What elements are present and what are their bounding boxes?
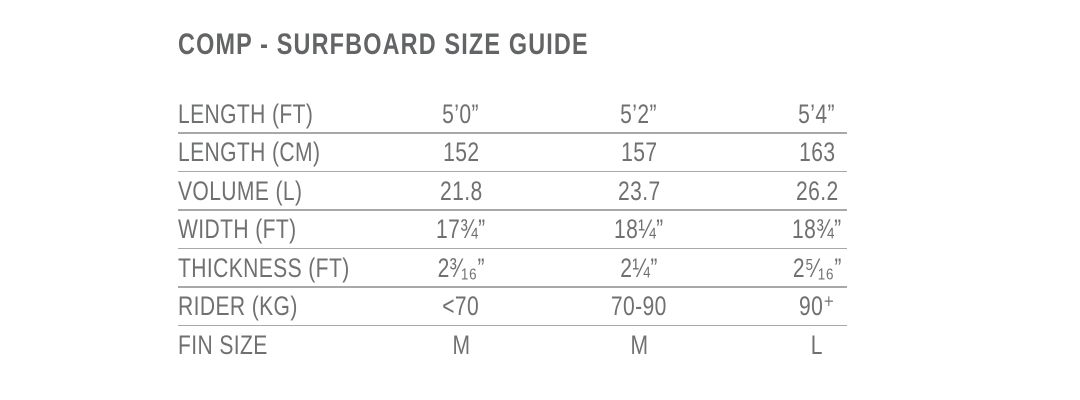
row-value-col2	[550, 175, 728, 206]
row-value-col2	[550, 98, 728, 129]
row-value-text: 23.7	[617, 175, 661, 206]
row-value-col3	[728, 293, 906, 320]
page-title	[178, 28, 705, 61]
row-value-text: M	[452, 329, 470, 360]
row-value-col1	[372, 98, 550, 129]
row-value-text: L	[810, 329, 824, 360]
row-value-col2	[550, 329, 728, 360]
row-value-text: 152	[442, 137, 480, 168]
table-row	[178, 326, 906, 365]
row-value-text: 18¼”	[614, 214, 664, 245]
row-value-col3	[728, 329, 906, 360]
row-label-text: WIDTH (FT)	[178, 214, 297, 245]
row-value-col1	[372, 216, 550, 243]
row-label	[178, 139, 372, 166]
table-row	[178, 249, 906, 288]
row-label	[178, 293, 372, 320]
row-value-text: 2⁵⁄₁₆”	[792, 252, 842, 283]
row-value-col2	[550, 293, 728, 320]
table-row	[178, 288, 906, 327]
row-value-text: 2³⁄₁₆”	[437, 252, 485, 283]
row-label	[178, 329, 372, 360]
row-value-col1	[372, 252, 550, 283]
size-guide-table	[178, 95, 906, 365]
page-title-text: COMP - SURFBOARD SIZE GUIDE	[178, 28, 589, 61]
row-value-text: 17¾”	[436, 214, 486, 245]
row-label-text: LENGTH (FT)	[178, 98, 314, 129]
table-row	[178, 172, 906, 211]
row-label-text: RIDER (KG)	[178, 291, 298, 322]
table-row	[178, 134, 906, 173]
row-value-text: 163	[798, 137, 836, 168]
row-value-col3	[728, 175, 906, 206]
row-value-col1	[372, 175, 550, 206]
row-value-col3	[728, 139, 906, 166]
row-value-text: <70	[442, 291, 480, 322]
row-label	[178, 216, 372, 243]
row-value-text: 26.2	[795, 175, 839, 206]
row-value-text: 18¾”	[792, 214, 842, 245]
row-label	[178, 175, 372, 206]
row-label-text: VOLUME (L)	[178, 175, 303, 206]
row-value-col2	[550, 252, 728, 283]
row-value-text: 90⁺	[799, 291, 835, 322]
table-row	[178, 211, 906, 250]
row-value-text: M	[630, 329, 648, 360]
row-value-col1	[372, 329, 550, 360]
row-value-col1	[372, 139, 550, 166]
row-value-text: 70-90	[611, 291, 667, 322]
row-value-text: 5’0”	[442, 98, 480, 129]
row-value-col3	[728, 252, 906, 283]
row-value-col2	[550, 216, 728, 243]
row-value-text: 157	[620, 137, 658, 168]
row-value-text: 5’2”	[620, 98, 658, 129]
row-label-text: THICKNESS (FT)	[178, 252, 350, 283]
row-value-col1	[372, 293, 550, 320]
table-row	[178, 95, 906, 134]
row-value-col3	[728, 98, 906, 129]
row-label	[178, 252, 372, 283]
row-label	[178, 98, 372, 129]
row-value-text: 2¼”	[620, 252, 658, 283]
row-label-text: LENGTH (CM)	[178, 137, 321, 168]
row-label-text: FIN SIZE	[178, 329, 268, 360]
row-value-col2	[550, 139, 728, 166]
row-value-col3	[728, 216, 906, 243]
row-value-text: 21.8	[439, 175, 483, 206]
row-value-text: 5’4”	[798, 98, 836, 129]
